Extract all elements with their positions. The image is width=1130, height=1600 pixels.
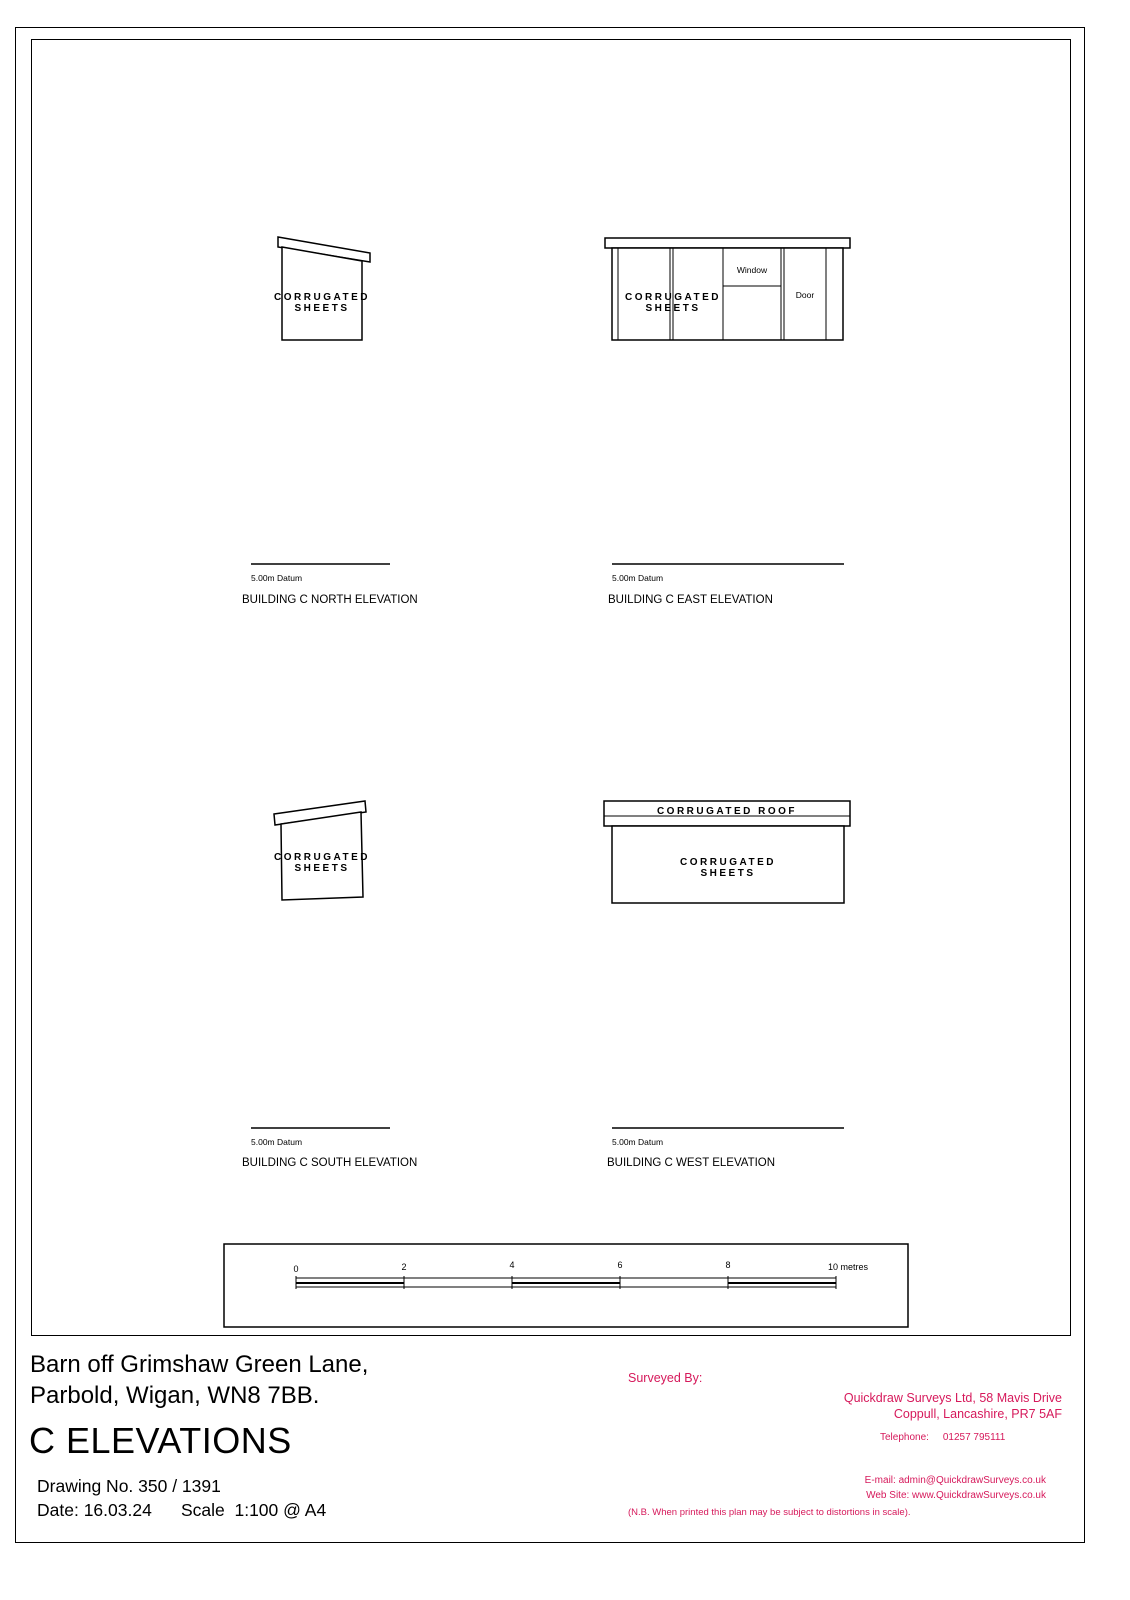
south-elevation	[242, 801, 417, 1169]
east-window-label: Window	[736, 265, 768, 275]
scale-bar	[224, 1244, 908, 1327]
east-roof	[605, 238, 850, 248]
site-address	[30, 1349, 368, 1411]
scale-tick-label: 2	[401, 1262, 407, 1272]
scale-tick-label: 8	[725, 1260, 731, 1270]
south-elevation-label: BUILDING C SOUTH ELEVATION	[242, 1157, 418, 1169]
date-and-scale: Date: 16.03.24 Scale 1:100 @ A4	[37, 1500, 327, 1520]
west-cladding-label-2: SHEETS	[700, 868, 756, 879]
west-roof-label: CORRUGATED ROOF	[656, 806, 798, 817]
north-elevation-label: BUILDING C NORTH ELEVATION	[242, 594, 418, 606]
east-elevation-label: BUILDING C EAST ELEVATION	[608, 594, 773, 606]
scale-tick-label: 0	[293, 1264, 299, 1274]
south-cladding-label-2: SHEETS	[294, 863, 350, 874]
surveyor-company-line-1: Quickdraw Surveys Ltd, 58 Mavis Drive	[843, 1391, 1062, 1405]
east-datum-label: 5.00m Datum	[612, 573, 664, 583]
north-elevation	[242, 237, 418, 606]
south-cladding-label-1: CORRUGATED	[274, 852, 370, 863]
surveyor-email: E-mail: admin@QuickdrawSurveys.co.uk	[864, 1475, 1046, 1486]
north-datum-label: 5.00m Datum	[251, 573, 303, 583]
north-cladding-label-2: SHEETS	[294, 303, 350, 314]
west-datum-label: 5.00m Datum	[612, 1137, 664, 1147]
scale-bar-box	[224, 1244, 908, 1327]
scale-tick-label: 4	[509, 1260, 515, 1270]
site-address-line-2: Parbold, Wigan, WN8 7BB.	[30, 1382, 320, 1409]
north-cladding-label-1: CORRUGATED	[274, 292, 370, 303]
east-door-label: Door	[795, 290, 815, 300]
surveyor-company	[800, 1390, 1062, 1422]
scale-distortion-note: (N.B. When printed this plan may be subject to distortions in scale).	[628, 1507, 911, 1518]
surveyor-website: Web Site: www.QuickdrawSurveys.co.uk	[866, 1490, 1046, 1501]
scale-tick-label: 10 metres	[828, 1262, 869, 1272]
east-cladding-label-1: CORRUGATED	[625, 292, 721, 303]
east-elevation	[605, 238, 850, 606]
scale-tick-label: 6	[617, 1260, 623, 1270]
site-address-line-1: Barn off Grimshaw Green Lane,	[30, 1351, 369, 1378]
west-elevation-label: BUILDING C WEST ELEVATION	[607, 1157, 776, 1169]
surveyor-company-line-2: Coppull, Lancashire, PR7 5AF	[893, 1407, 1062, 1421]
surveyor-contact	[800, 1473, 1046, 1503]
south-datum-label: 5.00m Datum	[251, 1137, 303, 1147]
surveyor-telephone: Telephone: 01257 795111	[880, 1432, 1006, 1443]
east-cladding-label-2: SHEETS	[645, 303, 701, 314]
drawing-title: C ELEVATIONS	[29, 1420, 292, 1461]
surveyed-by-label: Surveyed By:	[628, 1371, 703, 1385]
drawing-number: Drawing No. 350 / 1391	[37, 1476, 221, 1496]
west-cladding-label-1: CORRUGATED	[680, 857, 776, 868]
west-elevation	[604, 801, 850, 1169]
